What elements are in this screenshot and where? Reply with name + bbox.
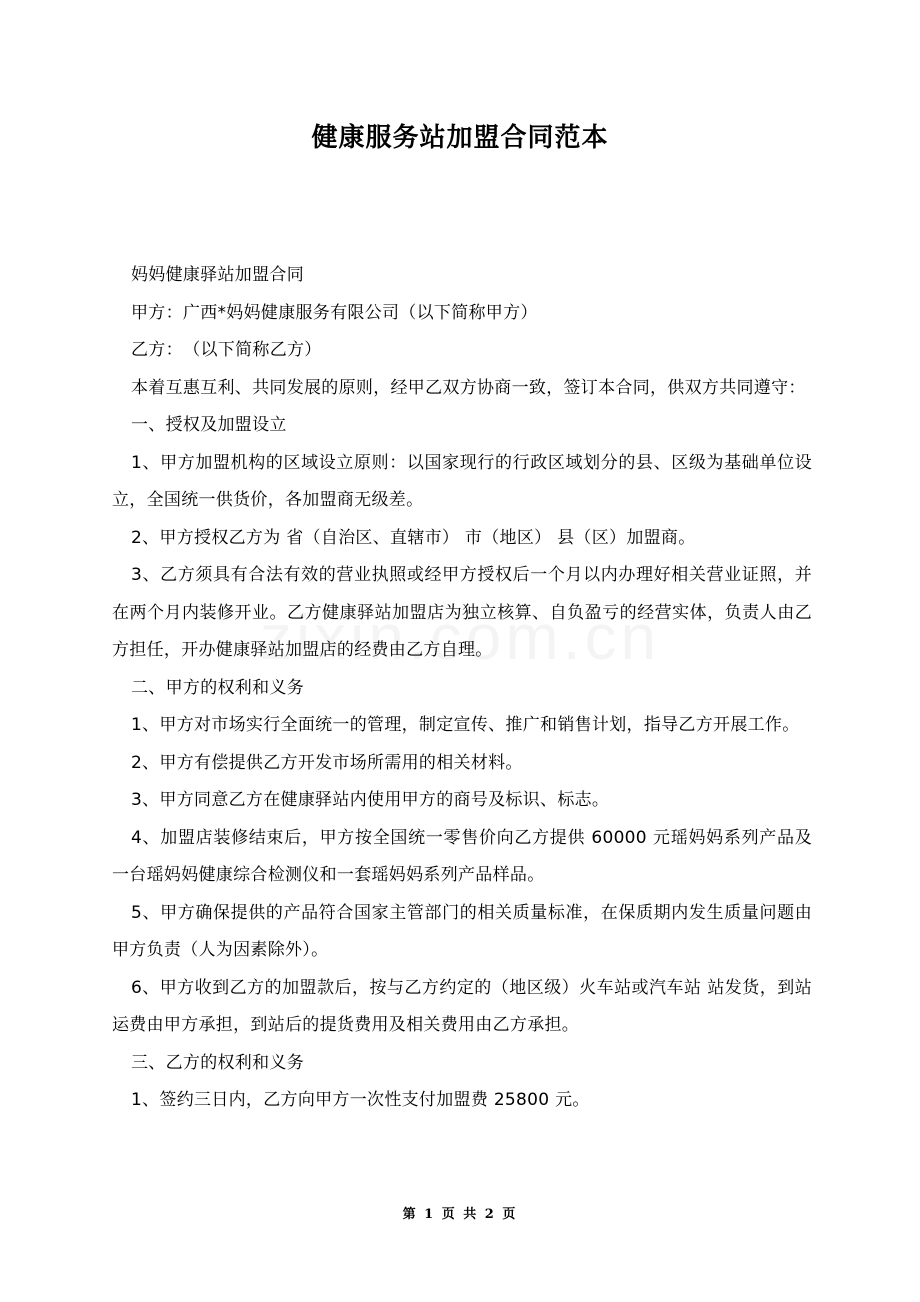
clause-2-5: 5、甲方确保提供的产品符合国家主管部门的相关质量标准，在保质期内发生质量问题由甲方负责（人为因素除外）。 <box>112 902 812 960</box>
paragraph-preamble: 本着互惠互利、共同发展的原则，经甲乙双方协商一致，签订本合同，供双方共同遵守： <box>131 377 806 398</box>
paragraph-party-b: 乙方： （以下简称乙方） <box>131 340 322 360</box>
paragraph-party-a: 甲方：广西*妈妈健康服务有限公司（以下简称甲方） <box>131 302 538 323</box>
document-title: 健康服务站加盟合同范本 <box>311 123 609 153</box>
clause-3-1: 1、签约三日内，乙方向甲方一次性支付加盟费 25800 元。 <box>131 1090 590 1110</box>
clause-1-1: 1、甲方加盟机构的区域设立原则：以国家现行的行政区域划分的县、区级为基础单位设立，全国统一供货价，各加盟商无级差。 <box>112 452 812 510</box>
clause-2-4: 4、加盟店装修结束后，甲方按全国统一零售价向乙方提供 60000 元瑶妈妈系列产品及一台瑶妈妈健康综合检测仪和一套瑶妈妈系列产品样品。 <box>112 827 812 885</box>
page-number-footer: 第 1 页 共 2 页 <box>402 1207 518 1222</box>
section-heading-authorization: 一、授权及加盟设立 <box>131 415 287 435</box>
section-heading-party-b-rights: 三、乙方的权利和义务 <box>131 1052 304 1073</box>
section-heading-party-a-rights: 二、甲方的权利和义务 <box>131 677 304 698</box>
clause-2-6: 6、甲方收到乙方的加盟款后，按与乙方约定的（地区级）火车站或汽车站 站发货，到站运费由甲方承担，到站后的提货费用及相关费用由乙方承担。 <box>112 977 812 1035</box>
clause-2-1: 1、甲方对市场实行全面统一的管理，制定宣传、推广和销售计划，指导乙方开展工作。 <box>131 715 800 735</box>
clause-1-2: 2、甲方授权乙方为 省（自治区、直辖市） 市（地区） 县（区）加盟商。 <box>131 527 696 548</box>
clause-1-3: 3、乙方须具有合法有效的营业执照或经甲方授权后一个月以内办理好相关营业证照，并在两个月内装修开业。乙方健康驿站加盟店为独立核算、自负盈亏的经营实体，负责人由乙方担任，开办健康驿站加盟店的经费由乙方自理。 <box>112 565 812 660</box>
paragraph-contract-name: 妈妈健康驿站加盟合同 <box>131 265 304 285</box>
contract-body <box>112 257 812 1120</box>
clause-2-3: 3、甲方同意乙方在健康驿站内使用甲方的商号及标识、标志。 <box>131 790 610 810</box>
clause-2-2: 2、甲方有偿提供乙方开发市场所需用的相关材料。 <box>131 752 523 773</box>
